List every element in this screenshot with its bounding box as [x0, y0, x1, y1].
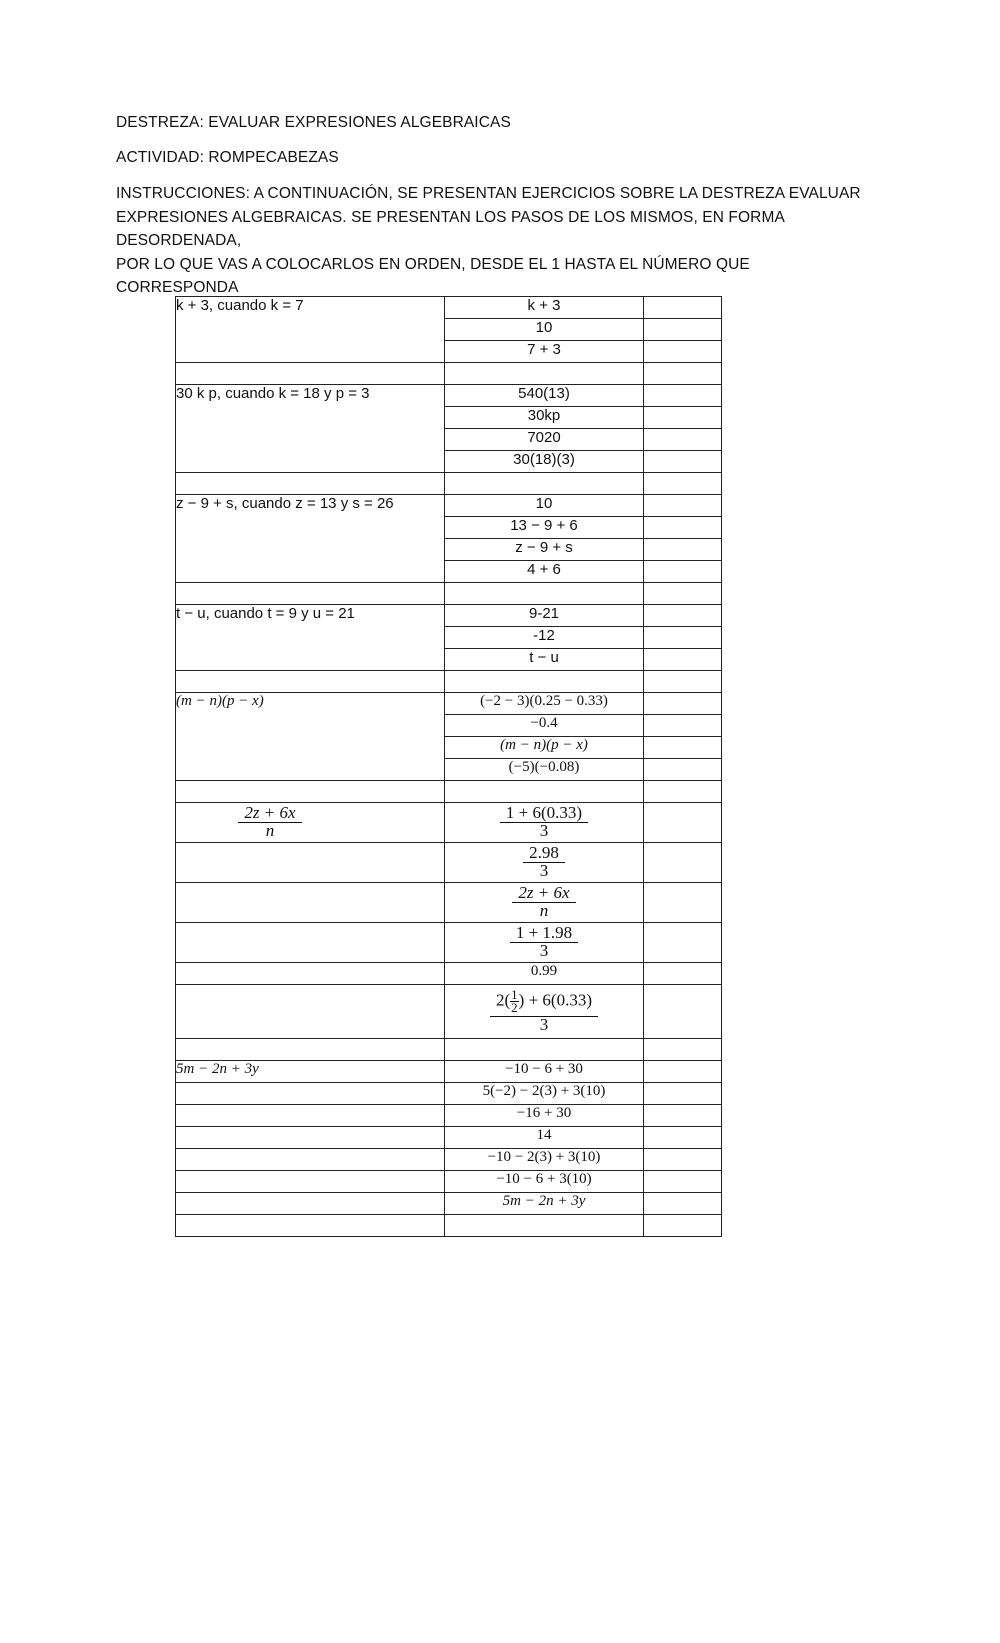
blank-cell [176, 923, 445, 963]
order-number-cell[interactable] [644, 803, 722, 843]
fraction [512, 883, 575, 917]
order-number-cell[interactable] [644, 1061, 722, 1083]
spacer-cell [176, 473, 445, 495]
fraction-denominator: 3 [539, 1017, 549, 1031]
step-cell: 9-21 [445, 605, 644, 627]
order-number-cell[interactable] [644, 923, 722, 963]
order-number-cell[interactable] [644, 451, 722, 473]
inline-fraction-denominator: 2 [511, 1000, 518, 1015]
step-cell: 14 [445, 1127, 644, 1149]
spacer-cell [644, 363, 722, 385]
order-number-cell[interactable] [644, 883, 722, 923]
blank-cell [176, 843, 445, 883]
step-cell: 5(−2) − 2(3) + 3(10) [445, 1083, 644, 1105]
fraction-denominator: n [539, 903, 549, 917]
spacer-cell [176, 583, 445, 605]
fraction [490, 989, 598, 1031]
step-cell [445, 737, 644, 759]
order-number-cell[interactable] [644, 693, 722, 715]
order-number-cell[interactable] [644, 843, 722, 883]
spacer-cell [176, 363, 445, 385]
blank-cell [176, 1127, 445, 1149]
step-cell: 7 + 3 [445, 341, 644, 363]
step-cell: 7020 [445, 429, 644, 451]
order-number-cell[interactable] [644, 963, 722, 985]
step-cell: 0.99 [445, 963, 644, 985]
fraction-numerator: 1 + 6(0.33) [500, 803, 588, 823]
step-cell [445, 923, 644, 963]
spacer-cell [445, 1215, 644, 1237]
step-cell [445, 883, 644, 923]
step-cell: (−2 − 3)(0.25 − 0.33) [445, 693, 644, 715]
spacer-cell [176, 1039, 445, 1061]
blank-cell [176, 1171, 445, 1193]
step-cell: 10 [445, 495, 644, 517]
fraction [500, 803, 588, 837]
fraction-denominator: 3 [539, 943, 549, 957]
exercise-5-prompt [176, 693, 445, 781]
order-number-cell[interactable] [644, 539, 722, 561]
spacer-cell [445, 671, 644, 693]
blank-cell [176, 963, 445, 985]
instructions [116, 182, 876, 300]
exercise-4-prompt: t − u, cuando t = 9 y u = 21 [176, 605, 445, 671]
spacer-cell [176, 671, 445, 693]
order-number-cell[interactable] [644, 297, 722, 319]
fraction-numerator: 2z + 6x [238, 803, 301, 823]
step-cell: −16 + 30 [445, 1105, 644, 1127]
fraction [523, 843, 565, 877]
step-cell: −10 − 6 + 30 [445, 1061, 644, 1083]
order-number-cell[interactable] [644, 1193, 722, 1215]
text: 2( [496, 990, 511, 1010]
step-cell: z − 9 + s [445, 539, 644, 561]
spacer-cell [644, 781, 722, 803]
skill-title: DESTREZA: EVALUAR EXPRESIONES ALGEBRAICAS [116, 114, 511, 131]
exercise-7-prompt-text: 5m − 2n + 3y [176, 1061, 259, 1077]
order-number-cell[interactable] [644, 715, 722, 737]
step-cell [445, 803, 644, 843]
blank-cell [176, 1149, 445, 1171]
inline-fraction-numerator: 1 [511, 987, 518, 1002]
fraction-numerator: 2z + 6x [512, 883, 575, 903]
blank-cell [176, 883, 445, 923]
fraction-numerator [490, 989, 598, 1017]
step-cell: 13 − 9 + 6 [445, 517, 644, 539]
step-text: (m − n)(p − x) [500, 737, 588, 753]
exercise-3-prompt: z − 9 + s, cuando z = 13 y s = 26 [176, 495, 445, 583]
fraction-denominator: n [265, 823, 275, 837]
step-cell: (−5)(−0.08) [445, 759, 644, 781]
step-cell: −10 − 6 + 3(10) [445, 1171, 644, 1193]
order-number-cell[interactable] [644, 517, 722, 539]
blank-cell [176, 1083, 445, 1105]
step-cell [445, 843, 644, 883]
order-number-cell[interactable] [644, 1105, 722, 1127]
step-cell: 10 [445, 319, 644, 341]
order-number-cell[interactable] [644, 649, 722, 671]
spacer-cell [445, 473, 644, 495]
order-number-cell[interactable] [644, 429, 722, 451]
step-cell: k + 3 [445, 297, 644, 319]
order-number-cell[interactable] [644, 985, 722, 1039]
order-number-cell[interactable] [644, 605, 722, 627]
exercise-2-prompt: 30 k p, cuando k = 18 y p = 3 [176, 385, 445, 473]
puzzle-table [175, 296, 722, 1237]
spacer-cell [644, 1215, 722, 1237]
step-cell: 30(18)(3) [445, 451, 644, 473]
spacer-cell [445, 583, 644, 605]
step-text: 5m − 2n + 3y [502, 1193, 586, 1209]
order-number-cell[interactable] [644, 319, 722, 341]
spacer-cell [644, 671, 722, 693]
order-number-cell[interactable] [644, 1149, 722, 1171]
order-number-cell[interactable] [644, 407, 722, 429]
step-cell: 540(13) [445, 385, 644, 407]
step-cell: −0.4 [445, 715, 644, 737]
activity-title: ACTIVIDAD: ROMPECABEZAS [116, 149, 339, 166]
spacer-cell [644, 1039, 722, 1061]
spacer-cell [176, 1215, 445, 1237]
fraction-denominator: 3 [539, 823, 549, 837]
blank-cell [176, 985, 445, 1039]
order-number-cell[interactable] [644, 495, 722, 517]
spacer-cell [644, 473, 722, 495]
text: ) + 6(0.33) [518, 990, 592, 1010]
spacer-cell [445, 363, 644, 385]
spacer-cell [644, 583, 722, 605]
fraction [238, 803, 301, 837]
order-number-cell[interactable] [644, 1171, 722, 1193]
order-number-cell[interactable] [644, 737, 722, 759]
step-cell [445, 1193, 644, 1215]
step-cell: t − u [445, 649, 644, 671]
blank-cell [176, 1193, 445, 1215]
instructions-line: EXPRESIONES ALGEBRAICAS. SE PRESENTAN LOS PASOS DE LOS MISMOS, EN FORMA DESORDENADA, [116, 208, 785, 249]
step-cell: −10 − 2(3) + 3(10) [445, 1149, 644, 1171]
blank-cell [176, 1105, 445, 1127]
order-number-cell[interactable] [644, 759, 722, 781]
fraction-numerator: 1 + 1.98 [510, 923, 578, 943]
order-number-cell[interactable] [644, 1083, 722, 1105]
order-number-cell[interactable] [644, 627, 722, 649]
fraction-numerator: 2.98 [523, 843, 565, 863]
step-cell: -12 [445, 627, 644, 649]
exercise-6-prompt [176, 803, 445, 843]
inline-fraction [510, 989, 519, 1014]
step-cell [445, 985, 644, 1039]
fraction-denominator: 3 [539, 863, 549, 877]
order-number-cell[interactable] [644, 1127, 722, 1149]
order-number-cell[interactable] [644, 385, 722, 407]
exercise-5-prompt-text: (m − n)(p − x) [176, 693, 264, 709]
order-number-cell[interactable] [644, 341, 722, 363]
instructions-line: INSTRUCCIONES: A CONTINUACIÓN, SE PRESENTAN EJERCICIOS SOBRE LA DESTREZA EVALUAR [116, 185, 861, 202]
step-cell: 4 + 6 [445, 561, 644, 583]
fraction [510, 923, 578, 957]
spacer-cell [445, 1039, 644, 1061]
order-number-cell[interactable] [644, 561, 722, 583]
instructions-line: POR LO QUE VAS A COLOCARLOS EN ORDEN, DESDE EL 1 HASTA EL NÚMERO QUE CORRESPONDA [116, 255, 750, 296]
spacer-cell [445, 781, 644, 803]
spacer-cell [176, 781, 445, 803]
exercise-1-prompt: k + 3, cuando k = 7 [176, 297, 445, 363]
step-cell: 30kp [445, 407, 644, 429]
exercise-7-prompt [176, 1061, 445, 1083]
